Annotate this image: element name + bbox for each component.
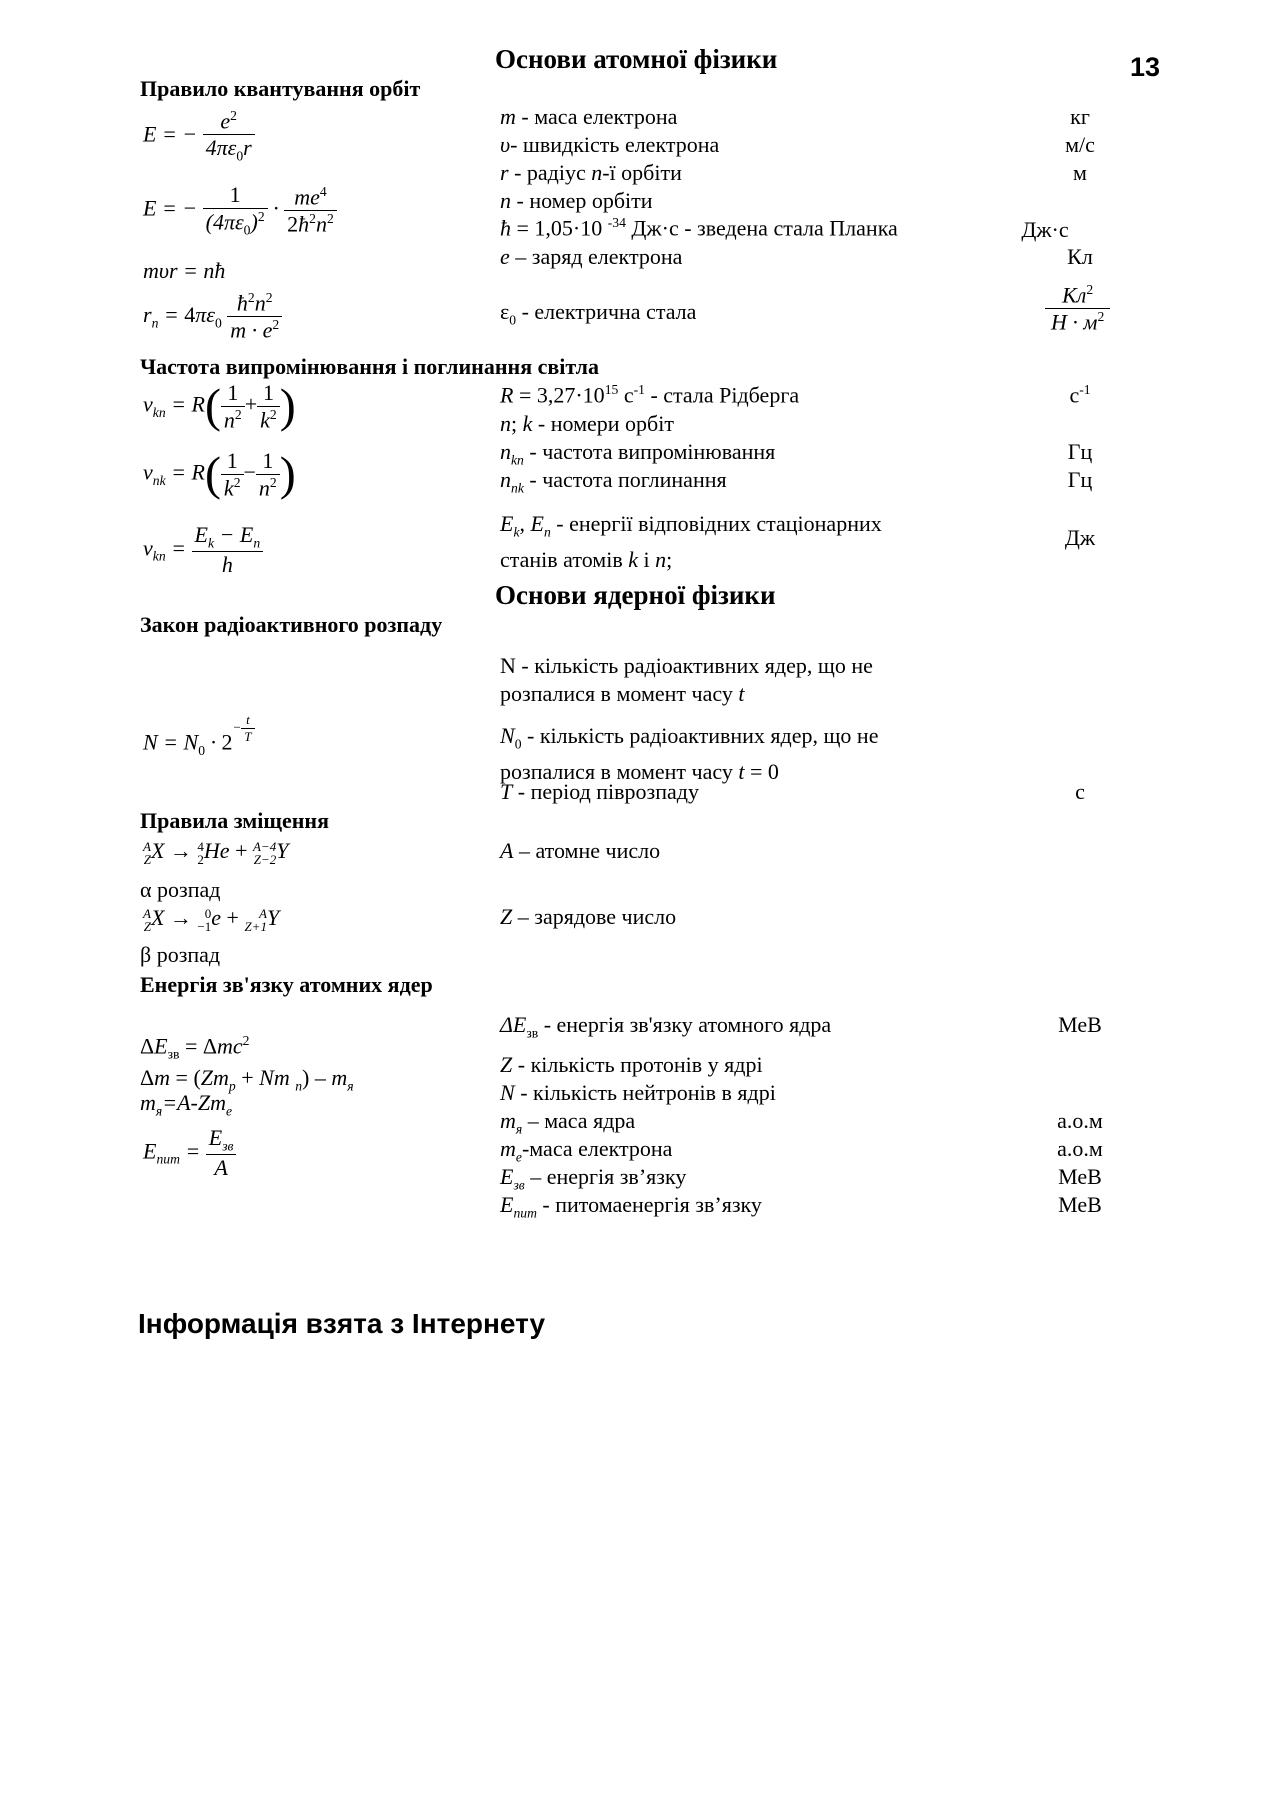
unit-electron-mass: кг: [1070, 104, 1090, 129]
def-proton-count: Z - кількість протонів у ядрі: [500, 1052, 763, 1077]
unit-electric-constant: $\frac{Кл^2}{Н \cdot м^2}$: [1045, 282, 1110, 336]
def-half-life: T - період піврозпаду: [500, 779, 699, 804]
unit-bond-energy: МеВ: [1058, 1164, 1102, 1189]
formula-specific-binding-energy: $E_{пит}$ = $\frac{E_{зв}}{A}$: [143, 1125, 236, 1181]
unit-electron-charge: Кл: [1067, 244, 1093, 269]
heading-binding-energy: Енергія зв'язку атомних ядер: [140, 972, 433, 997]
def-emission-frequency: $n_{kn}$ - частота випромінювання: [500, 439, 776, 468]
def-electron-mass: m - маса електрона: [500, 104, 678, 129]
heading-orbit-quantization: Правило квантування орбіт: [140, 76, 421, 101]
def-atomic-number: A – атомне число: [500, 838, 661, 863]
label-alpha-decay: α розпад: [140, 877, 221, 902]
formula-orbit-radius: $r_n = 4\pi\varepsilon_0$ $\frac{ħ^2n^2}{m \cdot e^2}$: [143, 290, 282, 344]
unit-emission-frequency: Гц: [1067, 439, 1093, 464]
formula-alpha-decay: A ZX → 4 2He + A−4 Z−2Y: [143, 838, 289, 867]
atomic-physics-title: Основи атомної фізики: [495, 44, 778, 74]
unit-absorption-frequency: Гц: [1067, 467, 1093, 492]
def-orbit-numbers: n; k - номери орбіт: [500, 411, 674, 436]
unit-nucleus-mass: а.о.м: [1057, 1108, 1103, 1133]
formula-angular-momentum: mυr = nħ: [143, 258, 226, 283]
def-electron-speed: υ- швидкість електрона: [500, 132, 720, 157]
heading-displacement-rules: Правила зміщення: [140, 808, 329, 833]
def-neutron-count: N - кількість нейтронів в ядрі: [500, 1080, 776, 1105]
unit-half-life: с: [1075, 779, 1085, 804]
def-specific-binding-energy: $E_{пит}$ - питомаенергія зв’язку: [500, 1192, 762, 1221]
def-stationary-energies: $E_k$, $E_n$ - енергії відповідних стаціонарних станів атомів k і n;: [500, 511, 882, 573]
heading-emission-absorption: Частота випромінювання і поглинання світла: [140, 354, 599, 379]
unit-binding-energy: МеВ: [1058, 1012, 1102, 1037]
page-number: 13: [1130, 52, 1161, 82]
unit-orbit-radius: м: [1073, 160, 1087, 185]
nuclear-physics-title: Основи ядерної фізики: [495, 580, 776, 610]
unit-stationary-energies: Дж: [1064, 525, 1096, 550]
formula-energy-2: E = − $\frac{1}{(4\pi\varepsilon_0)^2}$ · $\frac{me^4}{2ħ^2n^2}$: [143, 182, 337, 239]
def-absorption-frequency: $n_{nk}$ - частота поглинання: [500, 467, 727, 496]
def-rydberg-constant: $R = 3,27\cdot 10^{15}$ $с^{-1}$ - стала Рідберга: [500, 382, 800, 408]
def-charge-number: Z – зарядове число: [500, 904, 677, 929]
formula-nucleus-mass: $m_я=A-Zm_e$: [140, 1090, 233, 1119]
unit-planck-constant: Дж·с: [1021, 217, 1069, 242]
unit-rydberg-constant: $с^{-1}$: [1069, 382, 1091, 408]
label-beta-decay: β розпад: [140, 942, 221, 967]
unit-specific-binding-energy: МеВ: [1058, 1192, 1102, 1217]
formula-energy-1: E = − $\frac{e^2}{4\pi\varepsilon_0r}$: [143, 108, 255, 165]
def-electron-mass-amu: $m_e$-маса електрона: [500, 1136, 673, 1165]
def-binding-energy: $\Delta E_{зв}$ - енергія зв'язку атомного ядра: [500, 1012, 832, 1041]
def-orbit-number: n - номер орбіти: [500, 188, 653, 213]
heading-decay-law: Закон радіоактивного розпаду: [140, 612, 443, 637]
def-remaining-nuclei: N - кількість радіоактивних ядер, що не розпалися в момент часу t: [500, 653, 873, 706]
footer-source-note: Інформація взята з Інтернету: [138, 1308, 546, 1339]
def-electron-charge: e – заряд електрона: [500, 244, 683, 269]
formula-frequency-energy: $\nu_{kn}$ = $\frac{E_k - E_n}{h}$: [143, 522, 263, 578]
def-electric-constant: $\varepsilon_0$ - електрична стала: [500, 299, 697, 328]
def-nucleus-mass: $m_я$ – маса ядра: [500, 1108, 636, 1137]
def-bond-energy: $E_{зв}$ – енергія зв’язку: [500, 1164, 687, 1193]
formula-mass-defect: $\Delta m = (Zm_p + Nm$ $_n) - m_я$: [140, 1065, 354, 1094]
unit-electron-mass-amu: а.о.м: [1057, 1136, 1103, 1161]
formula-binding-energy: $\Delta E_{зв} = \Delta mc^2$: [140, 1033, 250, 1062]
formula-emission-frequency: $\nu_{kn} = R$( $\frac{1}{n^2}$ + $\frac{1}{k^2}$ ): [143, 379, 296, 433]
formula-beta-decay: A ZX → 0 −1e + A Z+1Y: [143, 905, 280, 934]
unit-electron-speed: м/с: [1065, 132, 1095, 157]
formula-decay-law: $N = N_0 \cdot 2-$ $\frac{t}{T}$: [143, 712, 255, 759]
formula-absorption-frequency: $\nu_{nk} = R$( $\frac{1}{k^2}$ − $\frac{1}{n^2}$ ): [143, 447, 296, 501]
def-initial-nuclei: $N_0$ - кількість радіоактивних ядер, що не розпалися в момент часу t = 0: [500, 723, 879, 785]
def-planck-constant: ħ = 1,05·10 $^{-34}$ Дж·с - зведена стала Планка: [500, 215, 898, 241]
def-orbit-radius: r - радіус n-ї орбіти: [500, 160, 682, 185]
